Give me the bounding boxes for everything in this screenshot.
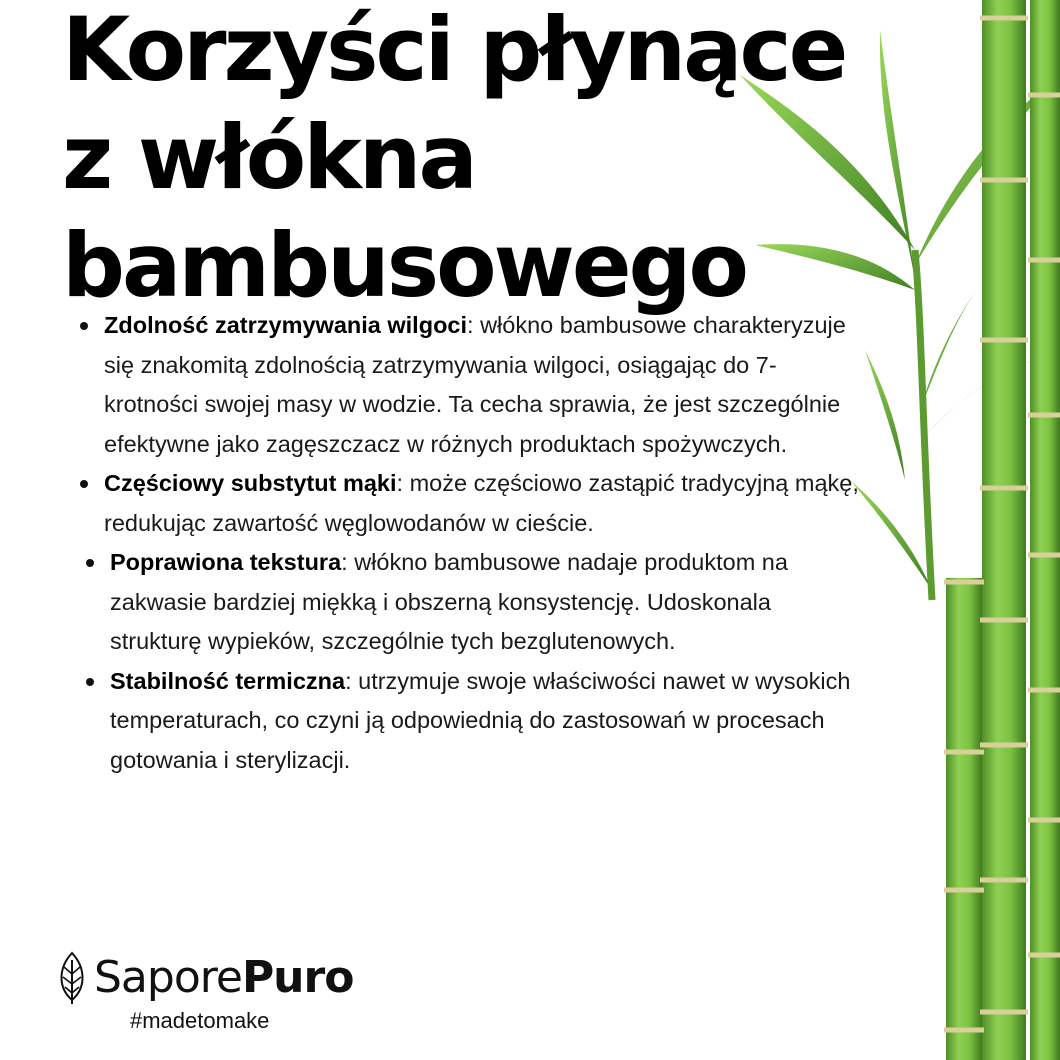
title-line: z włókna	[62, 106, 475, 209]
list-item	[104, 464, 864, 543]
hashtag: #madetomake	[130, 1008, 270, 1033]
benefit-term: Zdolność zatrzymywania wilgoci	[104, 312, 468, 338]
benefit-text: : może częściowo zastąpić tradycyjną mąkę, redukując zawartość węglowodanów w cieście.	[104, 470, 859, 536]
bamboo-leaf	[920, 285, 980, 410]
bamboo-leaf	[865, 350, 905, 480]
benefit-term: Poprawiona tekstura	[110, 549, 342, 575]
title-line: bambusowego	[62, 214, 746, 317]
benefits-list	[104, 306, 864, 780]
brand-name-regular: Sapore	[94, 952, 242, 1003]
list-item	[110, 662, 864, 781]
brand-name-bold: Puro	[241, 952, 354, 1003]
bamboo-stalk	[1030, 0, 1060, 1060]
benefit-text: : włókno bambusowe nadaje produktom na zakwasie bardziej miękką i obszerną konsystencję. Udoskonala strukturę wypieków, szczególnie tych bezglutenowych.	[110, 549, 788, 654]
page-title	[62, 0, 862, 320]
benefit-term: Stabilność termiczna	[110, 667, 346, 694]
brand-name	[94, 950, 353, 1006]
brand-logo	[54, 950, 353, 1006]
leaf-icon	[54, 950, 90, 1006]
bamboo-stalk	[982, 0, 1026, 1060]
bamboo-stalk	[946, 578, 982, 1060]
benefit-text: : włókno bambusowe charakteryzuje się znakomitą zdolnością zatrzymywania wilgoci, osiągając do 7-krotności swojej masy w wodzie. Ta cecha sprawia, że jest szczególnie efektywne jako zagęszczacz w różnych produktach spożywczych.	[104, 312, 846, 457]
list-item	[110, 543, 864, 662]
title-line: Korzyści płynące	[62, 0, 846, 101]
benefit-text: : utrzymuje swoje właściwości nawet w wysokich temperaturach, co czyni ją odpowiednią do zastosowań w procesach gotowania i sterylizacji.	[110, 667, 851, 773]
benefit-term: Częściowy substytut mąki	[104, 470, 397, 496]
list-item	[104, 306, 864, 464]
